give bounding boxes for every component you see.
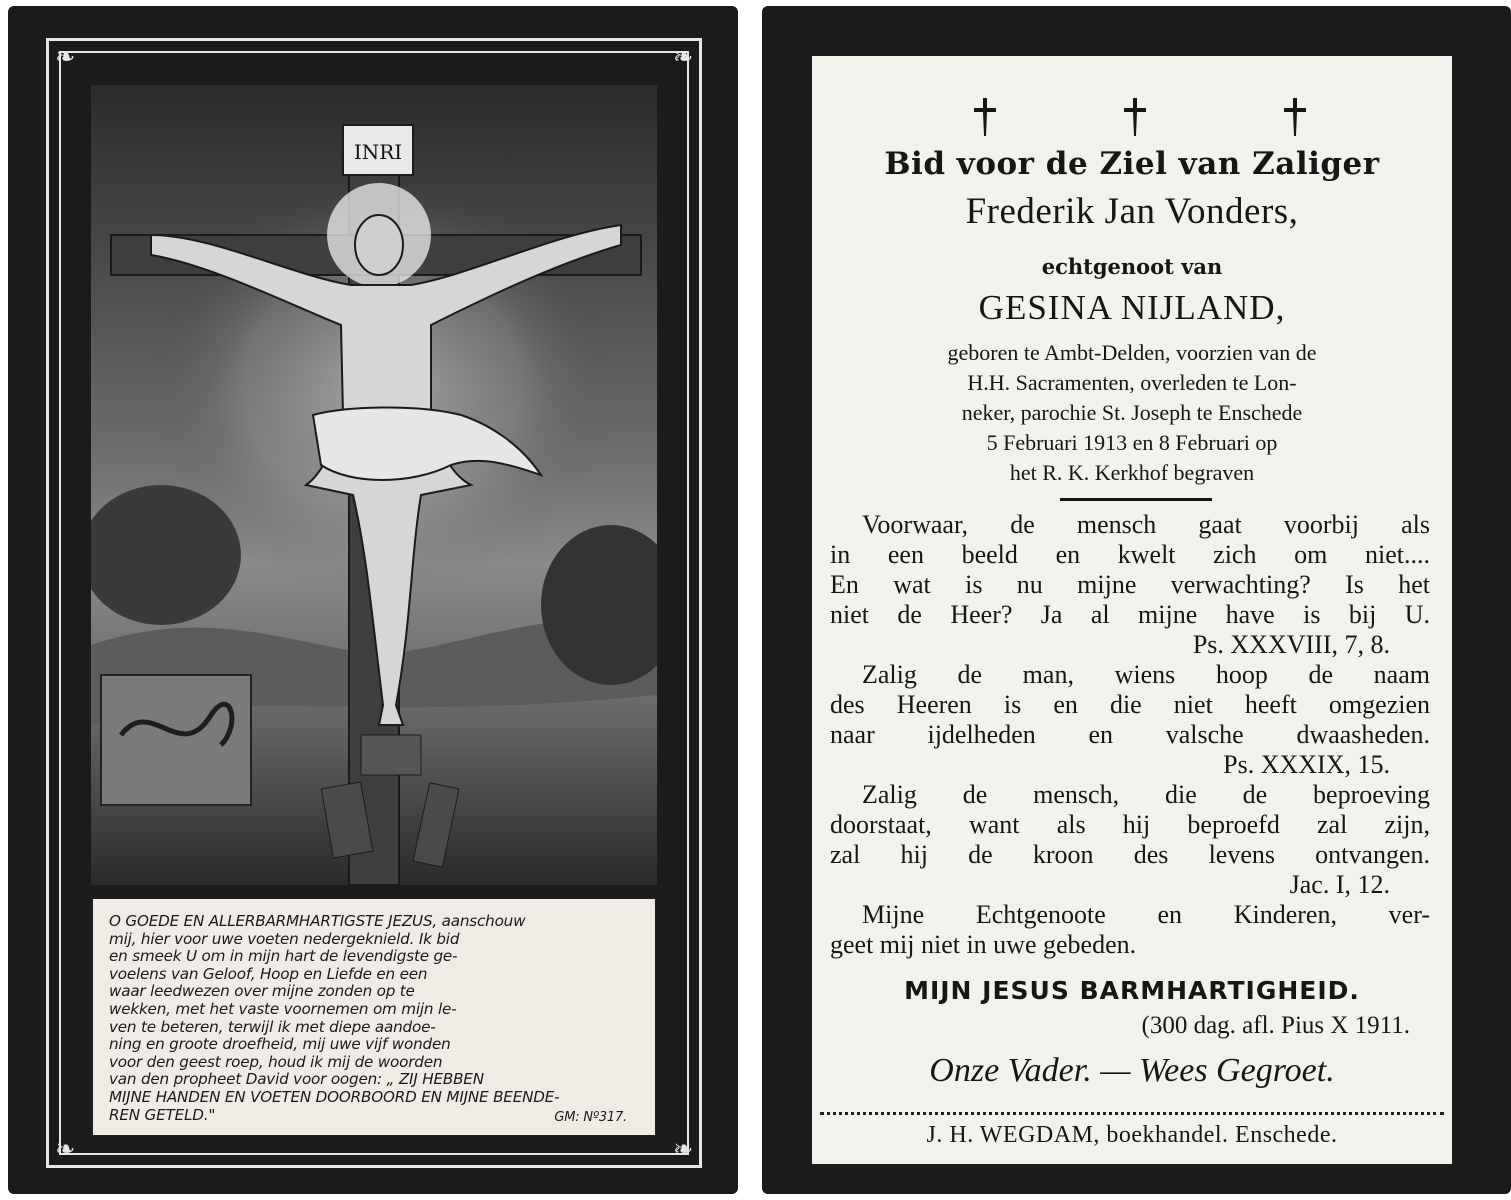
prayer-line: ning en groote droefheid, mij uwe vijf wonden [109, 1035, 451, 1054]
prayer-line: wekken, met het vaste voornemen om mijn le- [109, 999, 457, 1018]
verse-reference: Ps. XXXVIII, 7, 8. [1192, 630, 1390, 659]
verse-line: niet de Heer? Ja al mijne have is bij U. [830, 600, 1430, 629]
corner-ornament-icon: ❧ [672, 1135, 694, 1163]
front-frame [46, 38, 702, 1168]
card-paper [812, 56, 1452, 1164]
scripture-verses [830, 510, 1430, 960]
plea-line: geet mij niet in uwe gebeden. [830, 930, 1137, 959]
bio-line: H.H. Sacramenten, overleden te Lon- [967, 370, 1297, 395]
print-code: GM: Nº317. [554, 1110, 627, 1126]
verse-line: doorstaat, want als hij beproefd zal zijn, [830, 810, 1430, 839]
dotted-divider [820, 1112, 1444, 1115]
prayer-text-box [91, 897, 657, 1137]
verse-line: Zalig de man, wiens hoop de naam [862, 660, 1430, 689]
corner-ornament-icon: ❧ [54, 1135, 76, 1163]
verse-line: Zalig de mensch, die de beproeving [862, 780, 1430, 809]
verse-reference: Ps. XXXIX, 15. [1223, 750, 1390, 779]
verse-reference: Jac. I, 12. [1289, 870, 1390, 899]
verse-line: zal hij de kroon des levens ontvangen. [830, 840, 1430, 869]
prayer-card-front [8, 6, 738, 1194]
prayer-line: O GOEDE EN ALLERBARMHARTIGSTE JEZUS, aanschouw [109, 912, 526, 930]
spouse-intro: echtgenoot van [1041, 254, 1223, 279]
bio-line: het R. K. Kerkhof begraven [1009, 460, 1255, 485]
deceased-name: Frederik Jan Vonders, [965, 191, 1299, 232]
prayer-card-back [762, 6, 1511, 1194]
prayer-line: en smeek U om in mijn hart de levendigste ge- [109, 947, 458, 966]
plea-line: Mijne Echtgenoote en Kinderen, ver- [862, 900, 1430, 929]
prayer-line: voor den geest roep, houd ik mij de woorden [109, 1052, 443, 1071]
corner-ornament-icon: ❧ [54, 43, 76, 71]
corner-ornament-icon: ❧ [672, 43, 694, 71]
verse-line: naar ijdelheden en valsche dwaasheden. [830, 720, 1430, 749]
invocation: MIJN JESUS BARMHARTIGHEID. [904, 976, 1360, 1005]
prayer-line: waar leedwezen over mijne zonden op te [109, 982, 415, 1001]
section-divider [1060, 498, 1212, 501]
prayer-line: van den propheet David voor oogen: „ ZIJ HEBBEN [109, 1070, 484, 1089]
bio-line: neker, parochie St. Joseph te Enschede [961, 400, 1303, 425]
prayer-line: MIJNE HANDEN EN VOETEN DOORBOORD EN MIJNE BEENDE- [109, 1087, 560, 1106]
crucifixion-engraving [91, 85, 657, 885]
prayer-line: REN GETELD." [109, 1105, 216, 1124]
verse-line: in een beeld en kwelt zich om niet.... [830, 540, 1430, 569]
indulgence-note: (300 dag. afl. Pius X 1911. [1141, 1012, 1410, 1039]
prayer-line: voelens van Geloof, Hoop en Liefde en een [109, 964, 428, 983]
publisher-imprint: J. H. WEGDAM, boekhandel. Enschede. [926, 1122, 1338, 1148]
prayer-line: mij, hier voor uwe voeten nedergeknield. Ik bid [109, 929, 460, 948]
verse-line: En wat is nu mijne verwachting? Is het [830, 570, 1430, 599]
verse-line: Voorwaar, de mensch gaat voorbij als [862, 510, 1430, 539]
cross-icon [1122, 98, 1148, 138]
cross-icon [972, 98, 998, 138]
closing-prayers: Onze Vader. — Wees Gegroet. [929, 1052, 1335, 1089]
biography [830, 338, 1434, 488]
verse-line: des Heeren is en die niet heeft omgezien [830, 690, 1430, 719]
card-heading: Bid voor de Ziel van Zaliger [884, 146, 1380, 182]
bio-line: 5 Februari 1913 en 8 Februari op [986, 430, 1278, 455]
prayer-line: ven te beteren, terwijl ik met diepe aandoe- [109, 1017, 436, 1036]
spouse-name: GESINA NIJLAND, [978, 288, 1286, 327]
inri-inscription: INRI [353, 140, 403, 164]
bio-line: geboren te Ambt-Delden, voorzien van de [947, 340, 1317, 365]
cross-icon [1282, 98, 1308, 138]
crucifixion-illustration [91, 85, 657, 885]
